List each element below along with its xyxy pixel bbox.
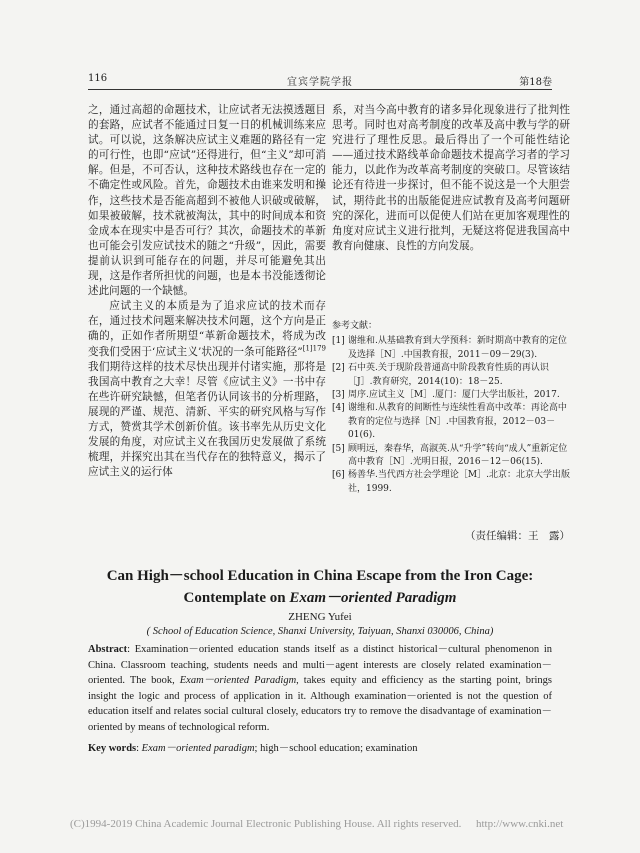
reference-text: 周序.应试主义［M］.厦门：厦门大学出版社，2017. [348, 390, 560, 401]
author-name: ZHENG Yufei [288, 611, 352, 623]
header-rule [88, 89, 552, 90]
running-header [88, 73, 552, 89]
volume-label: 第18卷 [519, 77, 552, 88]
left-paragraph-2 [88, 299, 326, 480]
references-title: 参考文献： [332, 321, 378, 331]
reference-number: [6] [332, 470, 345, 481]
reference-text: 谢维和.从基础教育到大学预科：新时期高中教育的定位及选择［N］.中国教育报，2011－09－29(3). [348, 336, 567, 360]
reference-number: [2] [332, 363, 345, 374]
keyword-italic: Exam－oriented paradigm [141, 742, 255, 754]
english-abstract-block [88, 565, 552, 755]
left-paragraph-2b: 我们期待这样的技术尽快出现并付诸实施，那将是我国高中教育之大幸！尽管《应试主义》一书中存在些许研究缺憾，但笔者仍认同该书的分析理路，展现的严谨、规范、清新、平实的研究风格与写作方式，赞赏其学术创新价值。该书率先从历史文化发展的角度，对应试主义在我国历史发展做了系统梳理，并探究出其在当代存在的独特意义，揭示了应试主义的运行体 [88, 360, 326, 479]
reference-list [332, 335, 570, 496]
reference-item [332, 335, 570, 362]
responsible-editor: （责任编辑：王 露） [465, 530, 570, 542]
reference-text: 谢维和.从教育的间断性与连续性看高中改革：再论高中教育的定位与选择［N］.中国教育报，2012－03－01(6). [348, 403, 567, 441]
left-paragraph-2a: 应试主义的本质是为了追求应试的技术而存在，通过技术问题来解决技术问题，这个方向是正确的，正如作者所期望“革新命题技术，将成为改变我们受困于‘应试主义’状况的一条可能路径” [88, 300, 326, 358]
reference-item [332, 469, 570, 496]
english-title-line-1: Can High－school Education in China Escape from the Iron Cage: [106, 568, 534, 584]
abstract-text-1: : Examination－oriented education stands itself as a distinct historical－cultural phenomenon in China. Classroom teaching, students needs and multi－agent interests are closely related examination－oriented. The book, [88, 644, 552, 687]
right-column [332, 103, 570, 254]
reference-item [332, 362, 570, 389]
reference-number: [4] [332, 403, 345, 414]
reference-item [332, 402, 570, 442]
reference-number: [5] [332, 443, 345, 454]
page-number: 116 [88, 73, 108, 84]
right-paragraph-1: 系，对当今高中教育的诸多异化现象进行了批判性思考。同时也对高考制度的改革及高中教与学的研究进行了理性反思。最后得出了一个可能性结论——通过技术路线革命命题技术提高学习者的学习能力，以此作为改革高考制度的突破口。尽管该结论还有待进一步探讨，但不能不说这是一个大胆尝试，期待此书的出版能促进应试教育及高考问题研究的深化，进而可以促使人们站在更加客观理性的角度对应试主义进行批判，无疑这将促进我国高中教育向健康、良性的方向发展。 [332, 104, 570, 252]
reference-text: 石中英.关于现阶段普通高中阶段教育性质的再认识［J］.教育研究，2014(10)：18－25. [348, 363, 549, 387]
keywords-label: Key words [88, 742, 137, 754]
reference-text: 杨善华.当代西方社会学理论［M］.北京：北京大学出版社，1999. [348, 470, 570, 494]
reference-number: [1] [332, 336, 345, 347]
reference-item [332, 443, 570, 470]
references [332, 320, 570, 496]
abstract-text-2: , takes equity and efficiency as the starting point, brings insight the logic and process of application in it. Although examination－oriented is not the question of education itself and relates social cultural closely, educators try to remove the disadvantage of examination－oriented by means of technological reform. [88, 675, 552, 733]
reference-text: 顾明远，秦春华，高淑英.从“升学”转向“成人”重新定位高中教育［N］.光明日报，2016－12－06(15). [348, 443, 568, 468]
journal-name: 宜宾学院学报 [287, 77, 353, 88]
english-title-book: Exam－oriented Paradigm [289, 590, 457, 606]
english-keywords: Key words: Exam－oriented paradigm; high－school education; examination [88, 742, 418, 754]
left-column [88, 103, 326, 480]
english-abstract [88, 642, 552, 736]
keywords-rest: ; high－school education; examination [254, 742, 418, 754]
citation-marker: [1]179 [302, 343, 326, 352]
english-title-line-2 [88, 587, 552, 609]
abstract-book-title: Exam－oriented Paradigm [179, 675, 297, 687]
author-affiliation: ( School of Education Science, Shanxi University, Taiyuan, Shanxi 030006, China) [146, 626, 494, 637]
cnki-link[interactable]: http://www.cnki.net [476, 818, 564, 830]
reference-number: [3] [332, 390, 345, 401]
copyright-text: (C)1994-2019 China Academic Journal Electronic Publishing House. All rights reserved. [70, 818, 462, 830]
left-paragraph-1: 之，通过高超的命题技术，让应试者无法摸透题目的套路，应试者不能通过日复一日的机械训练来应试。可以说，这条解决应试主义难题的路径有一定的可行性，也即“应试”还得进行，但“主义”却可消解。但是，不可否认，这种技术路线也存在一定的不确定性或风险。首先，命题技术由谁来发明和操作，这些技术是否能高超到不被他人识破或破解，如果被破解，技术就被淘汰，其中的时间成本和资金成本在现实中是否可行？其次，命题技术的革新也可能会引发应试技术的随之“升级”，因此，需要提前认识到可能存在的问题，并尽可能避免其出现，这是作者所担忧的问题，也是本书没能透彻论述此问题的一个缺憾。 [88, 104, 326, 298]
english-title-prefix: Contemplate on [183, 590, 290, 606]
reference-item [332, 389, 570, 402]
abstract-label: Abstract [88, 644, 128, 655]
